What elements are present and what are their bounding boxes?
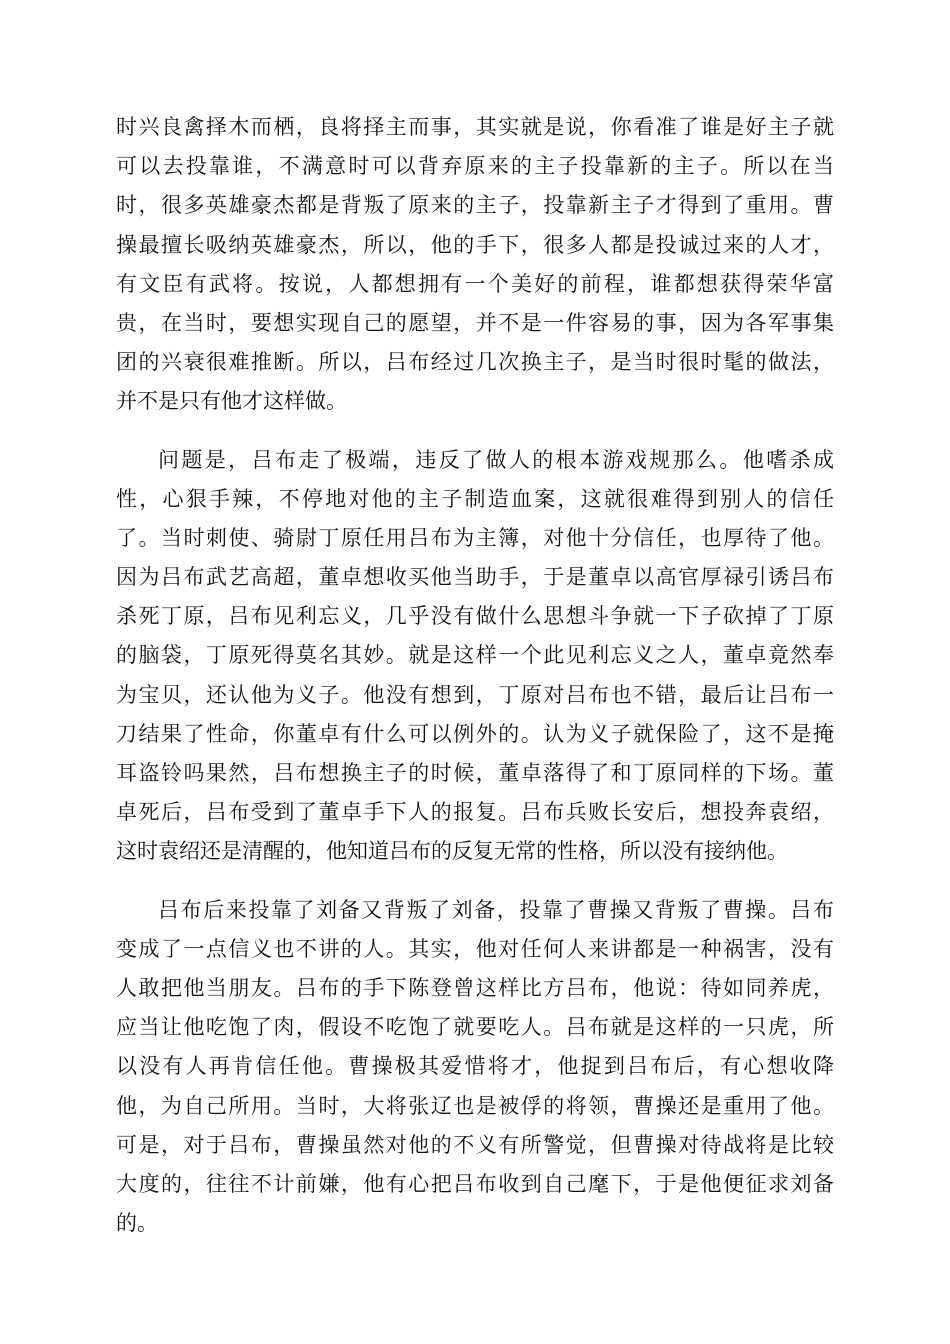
text-line: 有文臣有武将。按说，人都想拥有一个美好的前程，谁都想获得荣华富	[116, 271, 834, 296]
text-line: 时兴良禽择木而栖，良将择主而事，其实就是说，你看准了谁是好主子就	[116, 115, 834, 139]
text-line: 刀结果了性命，你董卓有什么可以例外的。认为义子就保险了，这不是掩	[116, 721, 834, 746]
text-line: 了。当时刺使、骑尉丁原任用吕布为主簿，对他十分信任，也厚待了他。	[116, 525, 834, 550]
text-line: 问题是，吕布走了极端，违反了做人的根本游戏规那么。他嗜杀成	[158, 447, 834, 472]
text-line: 团的兴衰很难推断。所以，吕布经过几次换主子，是当时很时髦的做法，	[116, 350, 834, 375]
text-line: 杀死丁原，吕布见利忘义，几乎没有做什么思想斗争就一下子砍掉了丁原	[116, 604, 834, 629]
text-line: 人敢把他当朋友。吕布的手下陈登曾这样比方吕布，他说：待如同养虎，	[116, 975, 834, 1000]
text-line: 因为吕布武艺高超，董卓想收买他当助手，于是董卓以高官厚禄引诱吕布	[116, 565, 834, 590]
text-line: 为宝贝，还认他为义子。他没有想到，丁原对吕布也不错，最后让吕布一	[116, 682, 834, 707]
text-line: 以没有人再肯信任他。曹操极其爱惜将才，他捉到吕布后，有心想收降	[116, 1054, 834, 1079]
text-line: 可以去投靠谁，不满意时可以背弃原来的主子投靠新的主子。所以在当	[116, 154, 834, 179]
text-line: 操最擅长吸纳英雄豪杰，所以，他的手下，很多人都是投诚过来的人才，	[116, 232, 834, 257]
text-line: 变成了一点信义也不讲的人。其实，他对任何人来讲都是一种祸害，没有	[116, 936, 834, 961]
text-line: 应当让他吃饱了肉，假设不吃饱了就要吃人。吕布就是这样的一只虎，所	[116, 1015, 834, 1040]
text-line: 可是，对于吕布，曹操虽然对他的不义有所警觉，但曹操对待战将是比较	[116, 1132, 834, 1157]
text-line: 性，心狠手辣，不停地对他的主子制造血案，这就很难得到别人的信任	[116, 486, 834, 511]
paragraph-1	[116, 108, 834, 422]
document-body	[116, 108, 834, 1262]
text-line: 贵，在当时，要想实现自己的愿望，并不是一件容易的事，因为各军事集	[116, 310, 834, 335]
text-line: 时，很多英雄豪杰都是背叛了原来的主子，投靠新主子才得到了重用。曹	[116, 193, 834, 218]
text-line: 卓死后，吕布受到了董卓手下人的报复。吕布兵败长安后，想投奔袁绍，	[116, 800, 834, 825]
text-line: 这时袁绍还是清醒的，他知道吕布的反复无常的性格，所以没有接纳他。	[116, 839, 788, 864]
text-line: 的脑袋，丁原死得莫名其妙。就是这样一个此见利忘义之人，董卓竟然奉	[116, 643, 834, 668]
paragraph-2	[116, 441, 834, 872]
text-line: 吕布后来投靠了刘备又背叛了刘备，投靠了曹操又背叛了曹操。吕布	[158, 897, 834, 922]
text-line: 他，为自己所用。当时，大将张辽也是被俘的将领，曹操还是重用了他。	[116, 1093, 834, 1118]
text-line: 的。	[116, 1211, 158, 1236]
paragraph-3	[116, 891, 834, 1244]
text-line: 耳盗铃吗果然，吕布想换主子的时候，董卓落得了和丁原同样的下场。董	[116, 761, 834, 785]
text-line: 并不是只有他才这样做。	[116, 389, 347, 414]
text-line: 大度的，往往不计前嫌，他有心把吕布收到自己麾下，于是他便征求刘备	[116, 1171, 834, 1196]
